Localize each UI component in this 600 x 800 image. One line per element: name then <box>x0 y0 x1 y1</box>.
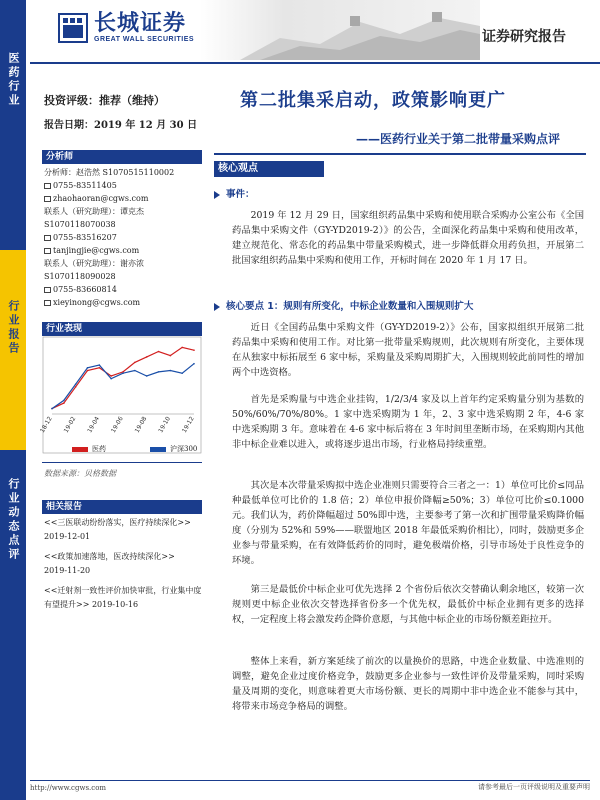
legend-swatch <box>72 447 88 452</box>
analyst-heading: 分析师 <box>42 150 202 164</box>
analyst-line: zhaohaoran@cgws.com <box>44 192 204 205</box>
legend-label: 医药 <box>92 445 106 453</box>
core-view-heading: 核心观点 <box>214 161 324 177</box>
chart-legend <box>72 444 197 454</box>
data-point <box>158 351 160 353</box>
footer-disclaimer: 请参考最后一页评级说明及重要声明 <box>478 783 590 791</box>
paragraph: 整体上来看，新方案延续了前次的以量换价的思路，中选企业数量、中选准则的调整，避免企业过度价格竞争，鼓励更多企业参与一致性评价及带量采购，同时采购量及周期的变化，则意味着更大市场份额、更长的周期中非中选企业不能参与其中，将带来市场竞争格局的调整。 <box>232 656 584 712</box>
header-rule <box>30 62 600 64</box>
data-point <box>170 370 172 372</box>
paragraph: 其次是本次带量采购拟中选企业准则只需要符合三者之一：1）单位可比价≤同品种最低单位可比价的 1.8 倍；2）单位申报价降幅≥50%；3）单位可比价≤0.1000 元。我们认为，药价降幅超过 50%即中选，主要参考了第一次和扩围带量采购降价幅度（分别为 52%和 59%——联盟地区 2018 年最低采购价相比），同时，鼓励更多企业参与带量采购，在有效降低药价的同时，避免极端价格，引导市场处于良性竞争的环境。 <box>232 480 584 566</box>
analyst-line: 0755-83660814 <box>44 283 204 296</box>
data-point <box>87 370 89 372</box>
data-point <box>51 408 53 410</box>
x-tick-label: 18-12 <box>38 415 54 435</box>
x-tick-label: 19-08 <box>133 415 149 435</box>
analyst-line: 分析师：赵浩然 S1070515110002 <box>44 168 175 177</box>
analyst-line: 0755-83511405 <box>44 179 204 192</box>
phone-icon <box>44 235 51 241</box>
legend-swatch <box>150 447 166 452</box>
paragraph: 首先是采购量与中选企业挂钩，1/2/3/4 家及以上首年约定采购量分别为基数的 50%/60%/70%/80%。1 家中选采购期为 1 年，2、3 家中选采购期 2 年，4-6 家中选采购期 3 年。意味着在 4-6 家中标后将在 3 年时间里垄断市场，在采购期内其他非中标企业难以进入，或将逐步退出市场，行业格局持续重塑。 <box>232 394 584 450</box>
section-bullet-point1 <box>214 298 473 312</box>
logo-mark-icon <box>58 13 88 43</box>
data-point <box>110 378 112 380</box>
chart-source-rule <box>42 462 202 463</box>
industry-performance-chart <box>38 336 202 456</box>
related-reports-heading: 相关报告 <box>42 500 202 514</box>
paragraph: 2019 年 12 月 29 日，国家组织药品集中采购和使用联合采购办公室公布《全国药品集中采购文件（GY-YD2019-2）》的公告，全面深化药品集中采购和使用改革，建立规范化、常态化的药品集中带量采购模式，进一步降低群众用药负担，开展第二批国家组织药品集中采购和使用工作，开标时间在 2020 年 1 月 17 日。 <box>232 210 584 266</box>
data-point <box>75 383 77 385</box>
band-report-type-label: 行业报告 <box>7 300 20 356</box>
document-type: 证券研究报告 <box>482 29 566 45</box>
band-report-category-label: 行业动态点评 <box>7 478 20 562</box>
great-wall-image <box>200 0 480 60</box>
legend-item-pharma <box>72 444 106 454</box>
email-icon <box>44 248 51 254</box>
data-point <box>158 371 160 373</box>
data-point <box>146 356 148 358</box>
data-point <box>99 364 101 366</box>
related-report-link[interactable]: <<迁射剂一致性评价加快审批，行业集中度有望提升>> 2019-10-16 <box>44 586 202 609</box>
analyst-line: 联系人（研究助理）：谭克杰 <box>44 207 144 216</box>
related-reports-list <box>44 516 204 612</box>
analyst-line: tanjingjie@cgws.com <box>44 244 204 257</box>
legend-item-csi300 <box>150 444 197 454</box>
triangle-bullet-icon <box>214 303 220 311</box>
analyst-line: S1070118070038 <box>44 220 116 229</box>
data-point <box>134 370 136 372</box>
paragraph: 第三是最低价中标企业可优先选择 2 个省份后依次交替确认剩余地区，较第一次规则更中标企业依次交替选择省份多一个优先权，最低价中标企业拥有更多的选择权，一定程度上将会激发药企降价意愿，与其他中标企业的市场份额差距拉开。 <box>232 584 584 625</box>
data-point <box>193 349 195 351</box>
x-tick-label: 19-12 <box>180 415 196 435</box>
data-point <box>99 367 101 369</box>
paragraph: 近日《全国药品集中采购文件（GY-YD2019-2）》公布，国家拟组织开展第二批药品集中采购和使用工作。对比第一批带量采购规则，此次规则有所变化，主要体现在从独家中标拓展至 6 家中标，采购量及采购周期扩大，入围规则较此前同性的增加两个中选资格。 <box>232 322 584 378</box>
data-point <box>181 372 183 374</box>
band-industry-label: 医药行业 <box>7 52 20 108</box>
section-bullet-label: 核心要点 1：规则有所变化，中标企业数量和入围规则扩大 <box>226 301 474 312</box>
page-header <box>0 0 600 62</box>
page-footer <box>30 782 590 792</box>
analyst-line: xieyinong@cgws.com <box>44 296 204 309</box>
data-point <box>193 363 195 365</box>
email-icon <box>44 300 51 306</box>
logo-english-text: GREAT WALL SECURITIES <box>94 36 195 43</box>
company-logo <box>58 12 194 43</box>
report-date: 报告日期：2019 年 12 月 30 日 <box>44 120 198 131</box>
footer-site[interactable]: http://www.cgws.com <box>30 784 107 792</box>
title-rule <box>214 153 586 155</box>
data-point <box>146 375 148 377</box>
related-report-link[interactable]: <<三医联动纷纷落实，医疗持续深化>> <box>44 518 191 527</box>
related-report-date: 2019-12-01 <box>44 532 91 541</box>
chart-source: 数据来源：贝格数据 <box>44 469 116 478</box>
band-report-type <box>0 250 26 450</box>
chart-frame <box>43 337 201 453</box>
band-industry <box>0 0 26 250</box>
analyst-line: S1070118090028 <box>44 272 116 281</box>
data-point <box>87 367 89 369</box>
data-point <box>75 386 77 388</box>
footer-rule <box>30 780 590 781</box>
data-point <box>63 400 65 402</box>
phone-icon <box>44 287 51 293</box>
email-icon <box>44 196 51 202</box>
logo-chinese-text: 长城证券 <box>94 11 187 36</box>
section-bullet-event <box>214 186 255 200</box>
triangle-bullet-icon <box>214 191 220 199</box>
band-report-category <box>0 450 26 800</box>
legend-label: 沪深300 <box>170 445 198 453</box>
data-point <box>122 372 124 374</box>
x-tick-label: 19-06 <box>109 415 125 435</box>
analyst-info <box>44 166 204 309</box>
related-report-date: 2019-11-20 <box>44 566 91 575</box>
industry-performance-heading: 行业表现 <box>42 322 202 336</box>
page-subtitle: ——医药行业关于第二批带量采购点评 <box>355 132 560 146</box>
phone-icon <box>44 183 51 189</box>
x-tick-label: 19-02 <box>62 415 78 435</box>
series-line-0 <box>52 347 194 408</box>
data-point <box>110 375 112 377</box>
page-title: 第二批集采启动，政策影响更广 <box>240 90 506 111</box>
x-tick-label: 19-10 <box>157 415 173 435</box>
data-point <box>170 355 172 357</box>
data-point <box>63 402 65 404</box>
data-point <box>181 347 183 349</box>
x-tick-label: 19-04 <box>86 415 102 435</box>
data-point <box>134 362 136 364</box>
section-bullet-label: 事件： <box>226 189 255 200</box>
related-report-link[interactable]: <<政策加速落地，医改持续深化>> <box>44 552 175 561</box>
investment-rating: 投资评级：推荐（维持） <box>44 94 165 107</box>
analyst-line: 联系人（研究助理）：谢亦浓 <box>44 259 144 268</box>
series-line-1 <box>52 364 194 409</box>
analyst-line: 0755-83516207 <box>44 231 204 244</box>
